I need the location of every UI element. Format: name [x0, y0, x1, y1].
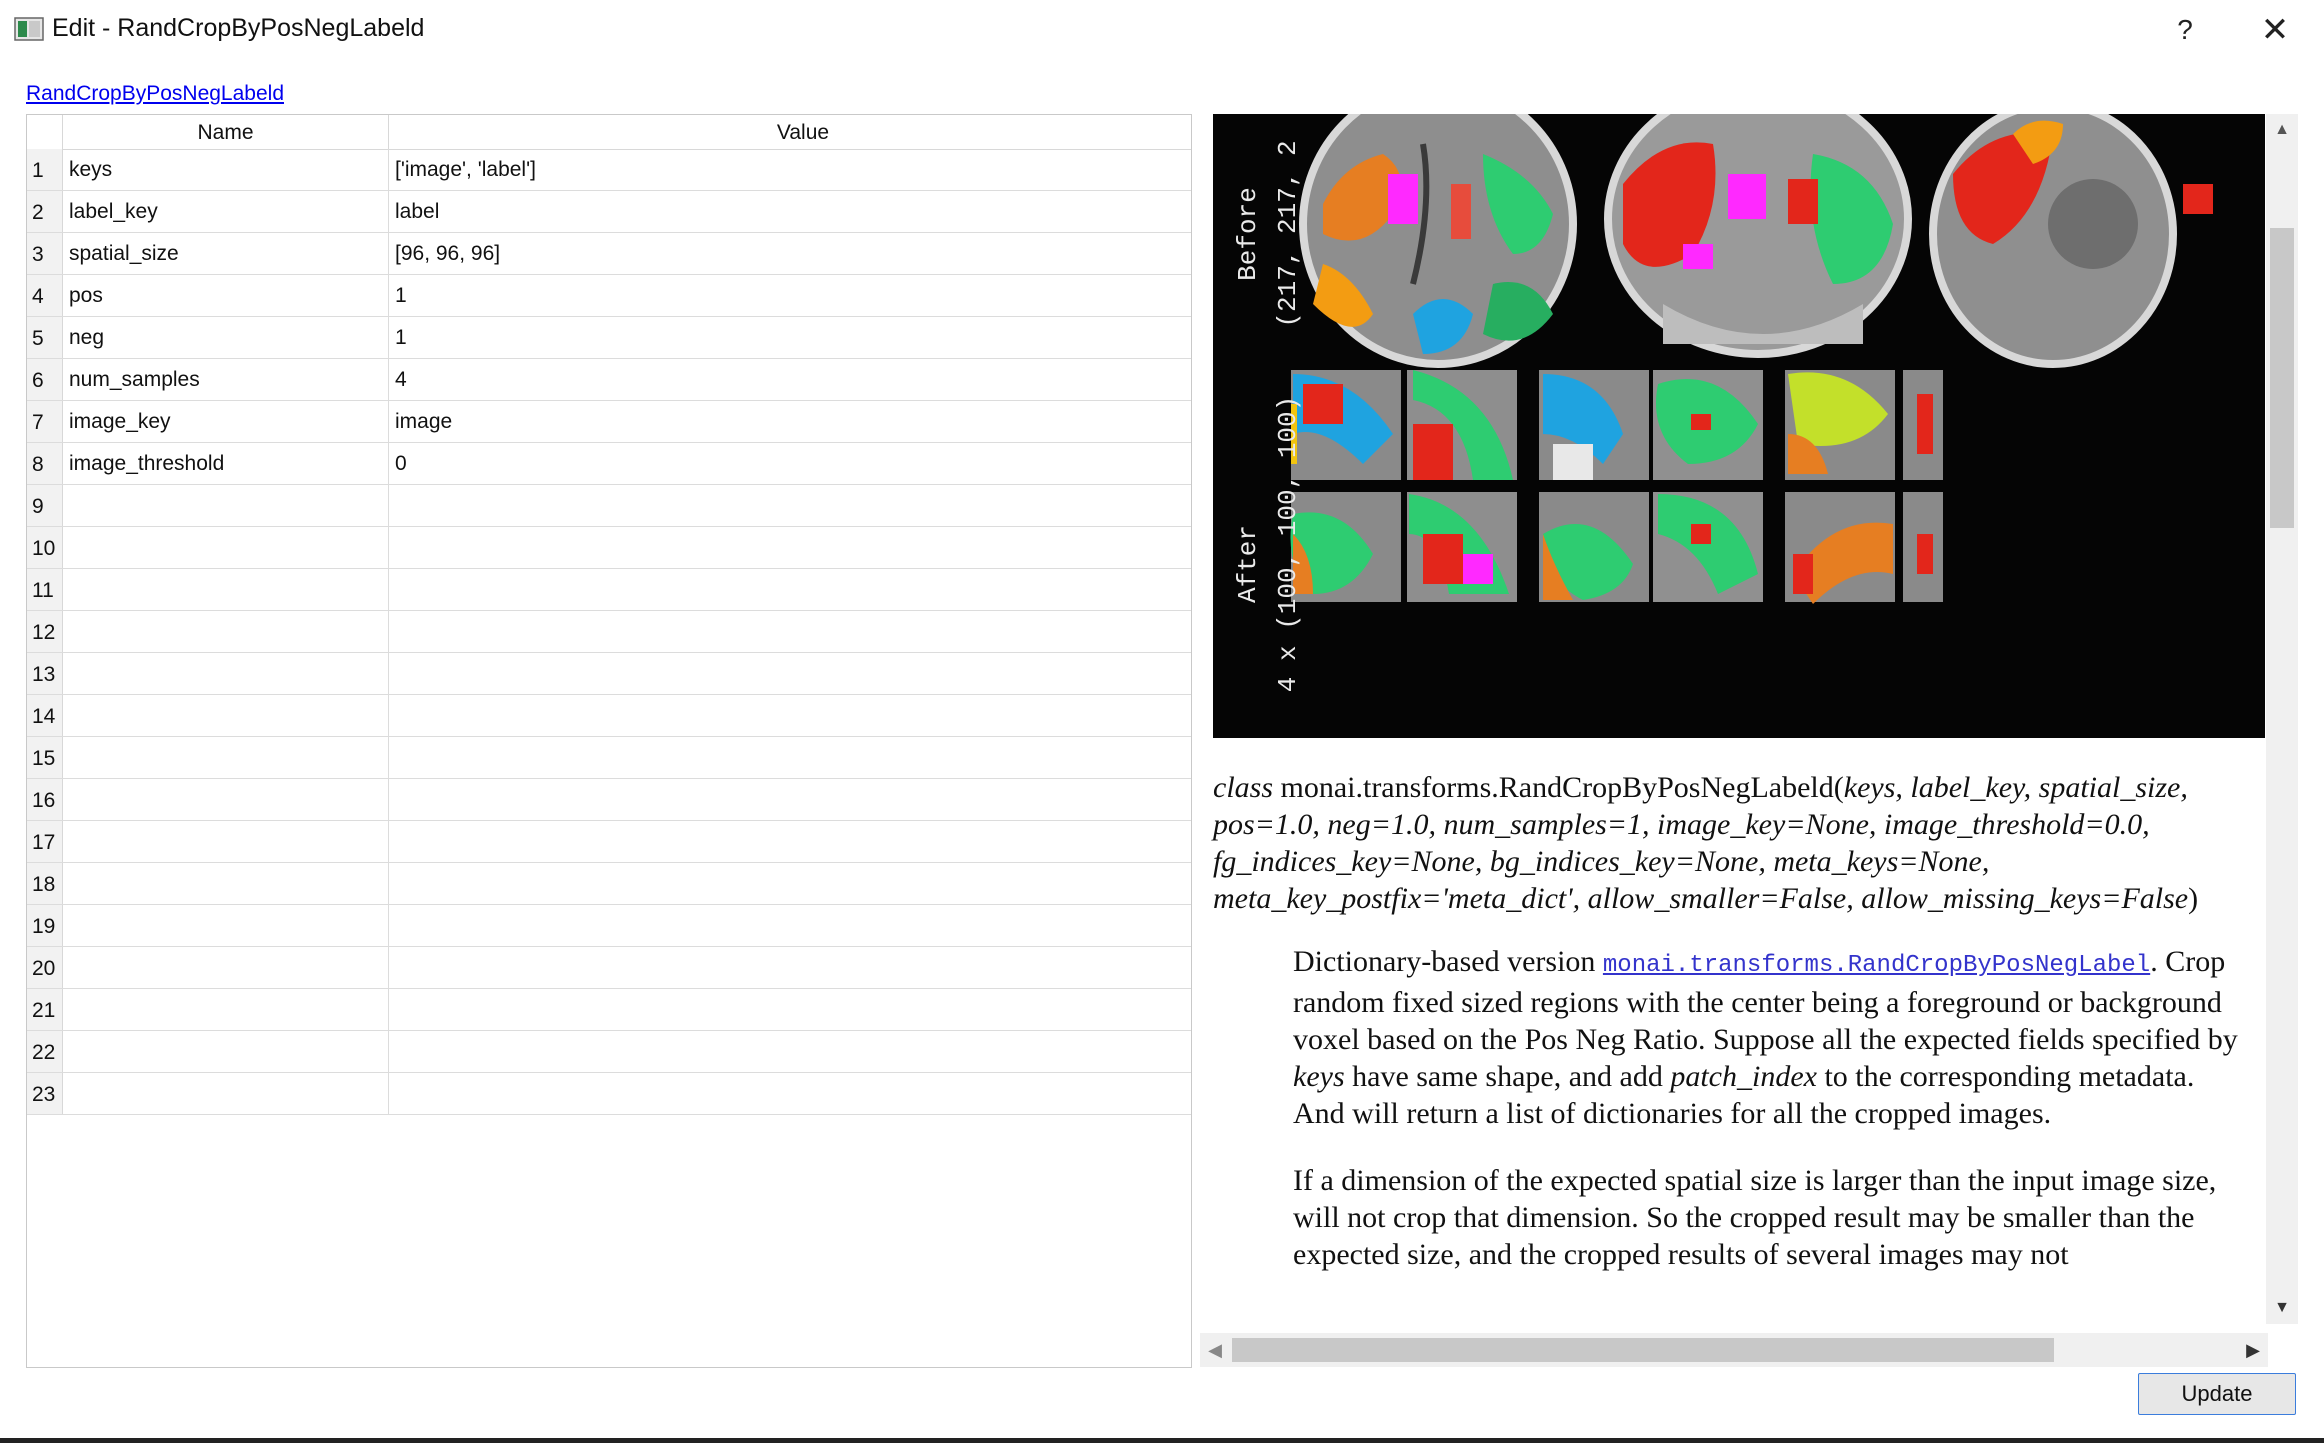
- param-value-cell[interactable]: [389, 1031, 1195, 1072]
- column-header-value[interactable]: Value: [776, 121, 830, 144]
- param-name-cell[interactable]: [63, 1073, 389, 1114]
- horizontal-scrollbar[interactable]: [1200, 1333, 2268, 1367]
- row-number[interactable]: 4: [27, 275, 63, 316]
- after-crop-8: [1539, 492, 1649, 602]
- row-number[interactable]: 17: [27, 821, 63, 862]
- param-name-cell[interactable]: spatial_size: [63, 233, 389, 274]
- before-shape-label: (217, 217, 2: [1273, 140, 1303, 328]
- row-number[interactable]: 8: [27, 443, 63, 484]
- after-crop-2: [1407, 370, 1517, 480]
- param-value-cell[interactable]: [389, 905, 1195, 946]
- param-name-cell[interactable]: [63, 611, 389, 652]
- param-value-cell[interactable]: [389, 779, 1195, 820]
- class-doc-link[interactable]: RandCropByPosNegLabeld: [26, 82, 284, 105]
- param-value-cell[interactable]: 1: [395, 284, 407, 307]
- param-name-cell[interactable]: [63, 863, 389, 904]
- row-number[interactable]: 5: [27, 317, 63, 358]
- param-value-cell[interactable]: [389, 737, 1195, 778]
- param-value-cell[interactable]: [389, 485, 1195, 526]
- table-row[interactable]: [27, 863, 1191, 905]
- param-value-cell[interactable]: [389, 695, 1195, 736]
- class-keyword: class: [1213, 771, 1273, 804]
- row-number[interactable]: 12: [27, 611, 63, 652]
- row-number[interactable]: 16: [27, 779, 63, 820]
- row-number[interactable]: 20: [27, 947, 63, 988]
- table-row[interactable]: [27, 233, 1191, 275]
- param-value-cell[interactable]: [389, 947, 1195, 988]
- row-number[interactable]: 10: [27, 527, 63, 568]
- table-row[interactable]: [27, 737, 1191, 779]
- param-name-cell[interactable]: [63, 737, 389, 778]
- description-text-end: to the corresponding metadata. And will return a list of dictionaries for all the cropped images.: [1293, 1060, 2195, 1130]
- table-row[interactable]: [27, 695, 1191, 737]
- before-coronal-slice: [1608, 114, 1908, 354]
- param-value-cell[interactable]: [389, 653, 1195, 694]
- signature-params: keys, label_key, spatial_size, pos=1.0, neg=1.0, num_samples=1, image_key=None, image_threshold=0.0, fg_indices_key=None, bg_indices_key=None, meta_keys=None, meta_key_postfix='meta_dict', allow_smaller=False, allow_missing_keys=False: [1213, 771, 2189, 915]
- param-value-cell[interactable]: 0: [395, 452, 407, 475]
- after-crop-3: [1539, 370, 1649, 480]
- param-name-cell[interactable]: label_key: [63, 191, 389, 232]
- description-text: . Crop random fixed sized regions with the center being a foreground or background voxel based on the Pos Neg Ratio. Suppose all the expected fields specified by: [1293, 945, 2238, 1056]
- row-number[interactable]: 11: [27, 569, 63, 610]
- after-crop-7: [1407, 492, 1517, 602]
- param-value-cell[interactable]: [389, 611, 1195, 652]
- parameters-table: [26, 114, 1192, 1368]
- keys-emphasis: keys: [1293, 1060, 1345, 1093]
- row-number[interactable]: 3: [27, 233, 63, 274]
- after-label: After: [1233, 524, 1263, 604]
- row-number[interactable]: 14: [27, 695, 63, 736]
- param-value-cell[interactable]: ['image', 'label']: [395, 158, 536, 181]
- param-name-cell[interactable]: [63, 653, 389, 694]
- table-row[interactable]: [27, 569, 1191, 611]
- row-number[interactable]: 21: [27, 989, 63, 1030]
- row-number[interactable]: 13: [27, 653, 63, 694]
- doc-text: [1213, 769, 2263, 1273]
- vertical-scroll-thumb[interactable]: [2270, 228, 2294, 528]
- table-row[interactable]: [27, 527, 1191, 569]
- after-shape-label: 4 x (100, 100, 100): [1273, 395, 1303, 693]
- row-number[interactable]: 19: [27, 905, 63, 946]
- documentation-panel[interactable]: [1195, 114, 2299, 1368]
- param-name-cell[interactable]: num_samples: [63, 359, 389, 400]
- close-button[interactable]: ✕: [2260, 11, 2290, 49]
- param-value-cell[interactable]: 4: [395, 368, 407, 391]
- vertical-scrollbar[interactable]: [2266, 114, 2298, 1324]
- table-row[interactable]: [27, 947, 1191, 989]
- row-number[interactable]: 2: [27, 191, 63, 232]
- table-row[interactable]: [27, 401, 1191, 443]
- param-value-cell[interactable]: [389, 989, 1195, 1030]
- table-row[interactable]: [27, 275, 1191, 317]
- patch-index-emphasis: patch_index: [1670, 1060, 1817, 1093]
- table-row[interactable]: [27, 653, 1191, 695]
- title-bar: [0, 0, 2324, 60]
- before-axial-slice: [1303, 114, 1573, 364]
- table-header: [27, 115, 1191, 150]
- param-name-cell[interactable]: [63, 779, 389, 820]
- param-value-cell[interactable]: [96, 96, 96]: [395, 242, 501, 265]
- description-text-mid: have same shape, and add: [1344, 1060, 1671, 1093]
- after-crop-10: [1785, 492, 1895, 604]
- param-name-cell[interactable]: [63, 947, 389, 988]
- row-number[interactable]: 22: [27, 1031, 63, 1072]
- after-crop-5: [1785, 370, 1895, 480]
- base-transform-link[interactable]: monai.transforms.RandCropByPosNegLabel: [1602, 952, 2151, 979]
- class-qualname: monai.transforms.RandCropByPosNegLabeld: [1280, 771, 1834, 804]
- param-value-cell[interactable]: [389, 821, 1195, 862]
- table-row[interactable]: [27, 1073, 1191, 1115]
- table-row[interactable]: [27, 443, 1191, 485]
- window-title: Edit - RandCropByPosNegLabeld: [52, 14, 425, 42]
- scroll-down-arrow-icon[interactable]: ▼: [2274, 1299, 2290, 1316]
- after-crop-1: [1291, 370, 1401, 480]
- param-value-cell[interactable]: 1: [395, 326, 407, 349]
- param-name-cell[interactable]: image_key: [63, 401, 389, 442]
- column-header-name[interactable]: Name: [63, 115, 389, 149]
- description-paragraph-2: If a dimension of the expected spatial size is larger than the input image size, will not crop that dimension. So the cropped result may be smaller than the expected size, and the cropped results of several images may not: [1293, 1164, 2217, 1271]
- param-value-cell[interactable]: label: [395, 200, 440, 223]
- table-row[interactable]: [27, 905, 1191, 947]
- table-row[interactable]: [27, 1031, 1191, 1073]
- table-row[interactable]: [27, 779, 1191, 821]
- table-row[interactable]: [27, 317, 1191, 359]
- row-number[interactable]: 15: [27, 737, 63, 778]
- table-row[interactable]: [27, 611, 1191, 653]
- param-name-cell[interactable]: [63, 1031, 389, 1072]
- row-number[interactable]: 18: [27, 863, 63, 904]
- transform-figure: [1213, 114, 2265, 738]
- param-name-cell[interactable]: pos: [63, 275, 389, 316]
- param-name-cell[interactable]: [63, 569, 389, 610]
- scroll-left-arrow-icon[interactable]: ◀: [1208, 1340, 1222, 1360]
- param-value-cell[interactable]: [389, 527, 1195, 568]
- after-crop-9: [1653, 492, 1763, 602]
- row-number[interactable]: 6: [27, 359, 63, 400]
- description-prefix: Dictionary-based version: [1293, 945, 1603, 978]
- param-name-cell[interactable]: [63, 695, 389, 736]
- after-crop-6: [1291, 492, 1402, 602]
- description-paragraph: [1293, 943, 2243, 1132]
- param-name-cell[interactable]: [63, 821, 389, 862]
- param-value-cell[interactable]: [389, 569, 1195, 610]
- table-row[interactable]: [27, 821, 1191, 863]
- help-button[interactable]: ?: [2177, 14, 2193, 45]
- window-app-icon: [14, 16, 44, 42]
- param-name-cell[interactable]: [63, 905, 389, 946]
- param-value-cell[interactable]: image: [395, 410, 453, 433]
- table-row[interactable]: [27, 989, 1191, 1031]
- before-label: Before: [1233, 187, 1263, 281]
- scroll-up-arrow-icon[interactable]: ▲: [2274, 121, 2290, 138]
- horizontal-scroll-thumb[interactable]: [1232, 1338, 2054, 1362]
- table-row[interactable]: [27, 191, 1191, 233]
- table-row[interactable]: [27, 485, 1191, 527]
- param-name-cell[interactable]: neg: [63, 317, 389, 358]
- figure-illustration: [1213, 114, 2265, 738]
- scroll-right-arrow-icon[interactable]: ▶: [2246, 1340, 2260, 1360]
- table-row[interactable]: [27, 149, 1191, 191]
- row-number[interactable]: 23: [27, 1073, 63, 1114]
- param-value-cell[interactable]: [389, 1073, 1195, 1114]
- after-crop-4: [1653, 370, 1763, 480]
- param-name-cell[interactable]: [63, 989, 389, 1030]
- param-name-cell[interactable]: [63, 485, 389, 526]
- class-signature: class monai.transforms.RandCropByPosNegLabeld(keys, label_key, spatial_size, pos=1.0, neg=1.0, num_samples=1, image_key=None, image_threshold=0.0, fg_indices_key=None, bg_indices_key=None, meta_keys=None, meta_key_postfix='meta_dict', allow_smaller=False, allow_missing_keys=False): [1213, 771, 2199, 915]
- param-name-cell[interactable]: image_threshold: [63, 443, 389, 484]
- row-number[interactable]: 1: [27, 149, 63, 190]
- row-number[interactable]: 9: [27, 485, 63, 526]
- window-bottom-edge: [0, 1438, 2324, 1443]
- row-number[interactable]: 7: [27, 401, 63, 442]
- param-name-cell[interactable]: keys: [63, 149, 389, 190]
- param-name-cell[interactable]: [63, 527, 389, 568]
- update-button[interactable]: Update: [2138, 1373, 2296, 1415]
- table-row[interactable]: [27, 359, 1191, 401]
- table-corner[interactable]: [27, 115, 63, 149]
- param-value-cell[interactable]: [389, 863, 1195, 904]
